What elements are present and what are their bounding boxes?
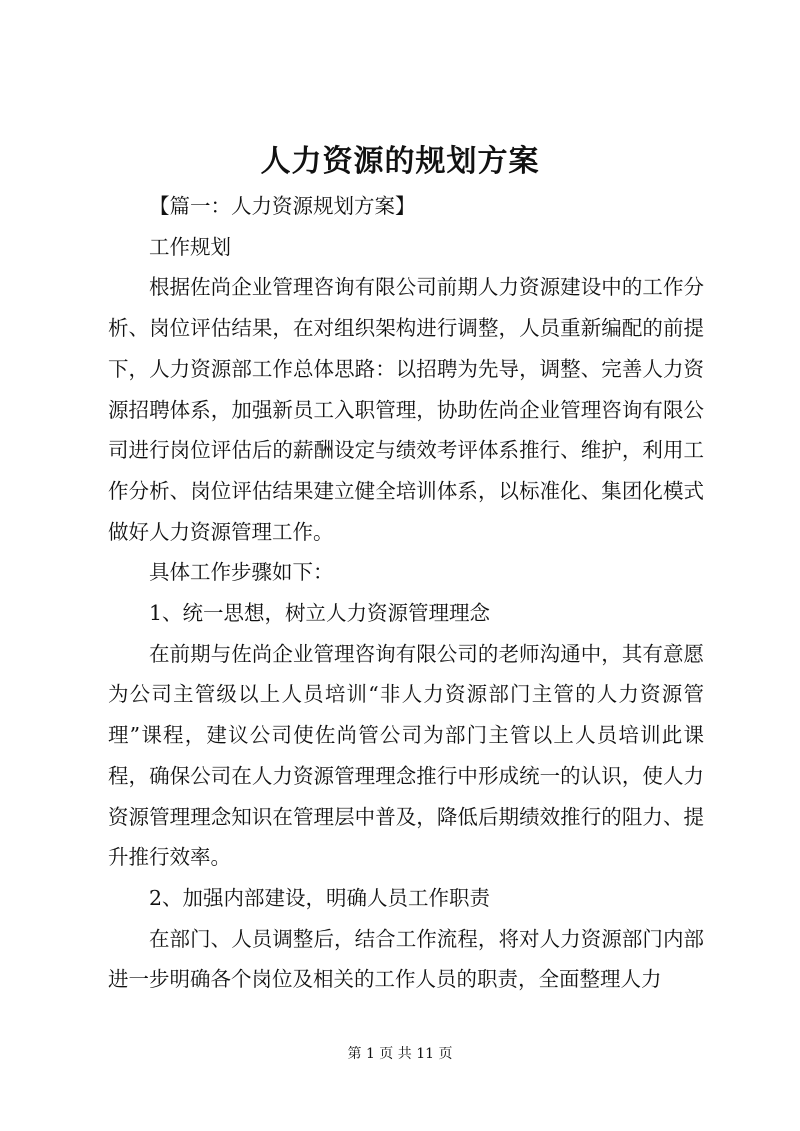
document-title: 人力资源的规划方案 <box>260 144 540 179</box>
paragraph-overview: 根据佐尚企业管理咨询有限公司前期人力资源建设中的工作分析、岗位评估结果，在对组织架构进行调整，人员重新编配的前提下，人力资源部工作总体思路：以招聘为先导，调整、完善人力资源招聘体系，加强新员工入职管理，协助佐尚企业管理咨询有限公司进行岗位评估后的薪酬设定与绩效考评体系推行、维护，利用工作分析、岗位评估结果建立健全培训体系，以标准化、集团化模式做好人力资源管理工作。 <box>108 275 704 544</box>
paragraph-steps-intro: 具体工作步骤如下： <box>149 560 334 585</box>
step-heading-2: 2、加强内部建设，明确人员工作职责 <box>149 885 491 910</box>
step-heading-1: 1、统一思想，树立人力资源管理理念 <box>149 601 491 626</box>
subheading-work-plan: 工作规划 <box>149 234 231 259</box>
section-heading: 【篇一：人力资源规划方案】 <box>149 194 416 218</box>
document-body <box>108 186 704 1000</box>
paragraph-step-2: 在部门、人员调整后，结合工作流程，将对人力资源部门内部进一步明确各个岗位及相关的工作人员的职责，全面整理人力 <box>108 926 704 992</box>
paragraph-step-1: 在前期与佐尚企业管理咨询有限公司的老师沟通中，其有意愿为公司主管级以上人员培训“非人力资源部门主管的人力资源管理”课程，建议公司使佐尚管公司为部门主管以上人员培训此课程，确保公司在人力资源管理理念推行中形成统一的认识，使人力资源管理理念知识在管理层中普及，降低后期绩效推行的阻力、提升推行效率。 <box>108 641 704 870</box>
page-footer: 第 1 页 共 11 页 <box>347 1046 453 1062</box>
